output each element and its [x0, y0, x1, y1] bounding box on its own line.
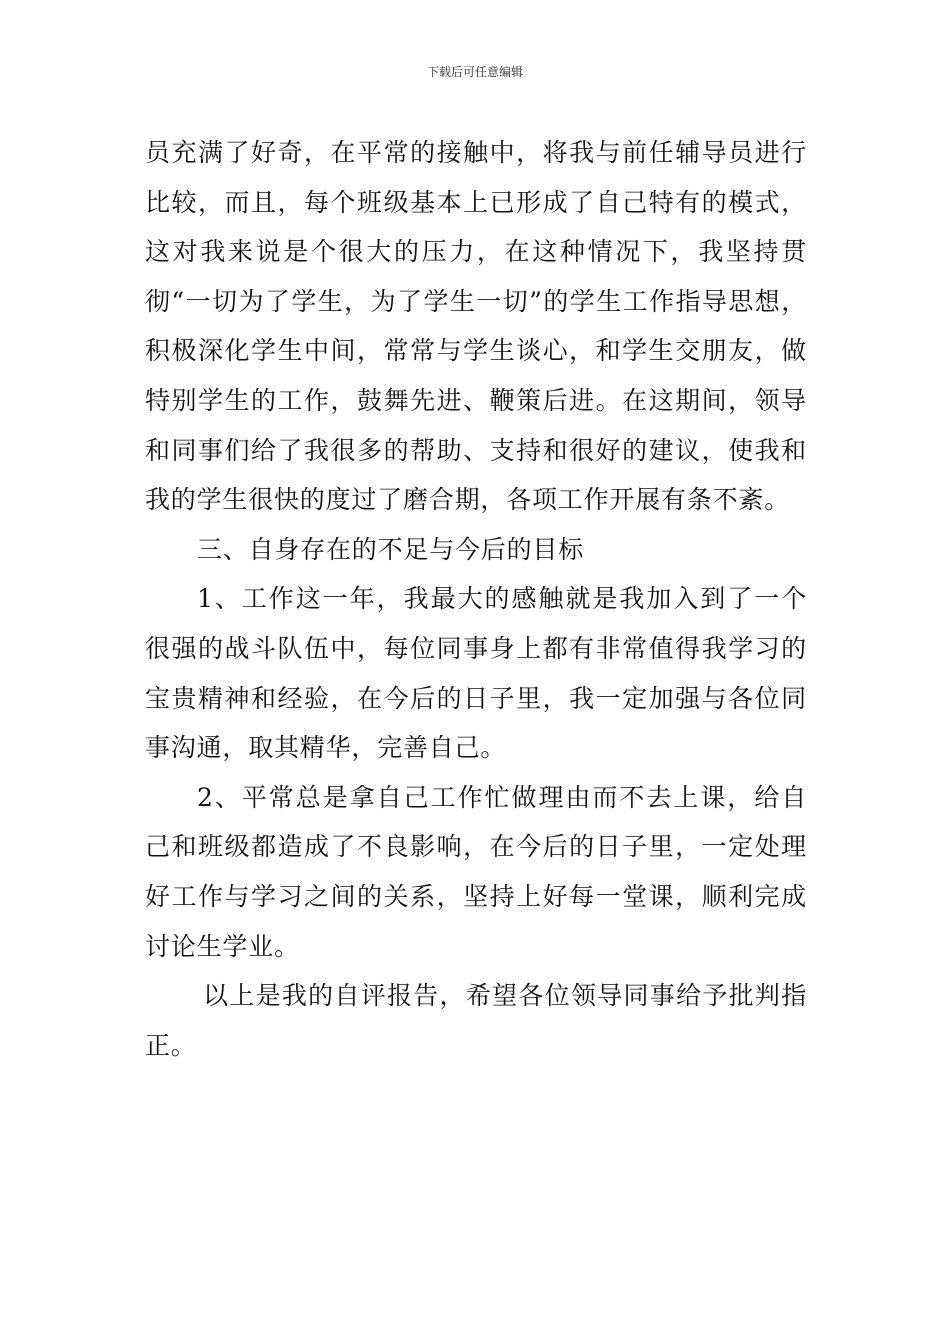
section-heading: 三、自身存在的不足与今后的目标 [197, 534, 585, 564]
paragraph-continuation: 员充满了好奇，在平常的接触中，将我与前任辅导员进行比较，而且，每个班级基本上已形成了自己特有的模式，这对我来说是个很大的压力，在这种情况下，我坚持贯彻“一切为了学生，为了学生一切”的学生工作指导思想，积极深化学生中间，常常与学生谈心，和学生交朋友，做特别学生的工作，鼓舞先进、鞭策后进。在这期间，领导和同事们给了我很多的帮助、支持和很好的建议，使我和我的学生很快的度过了磨合期，各项工作开展有条不紊。 [145, 138, 807, 515]
page-header: 下载后可任意编辑 [426, 65, 523, 79]
document-body [145, 128, 807, 1070]
paragraph-closing: 以上是我的自评报告，希望各位领导同事给予批判指正。 [145, 981, 807, 1060]
paragraph-point-1: 1、工作这一年，我最大的感触就是我加入到了一个很强的战斗队伍中，每位同事身上都有非常值得我学习的宝贵精神和经验，在今后的日子里，我一定加强与各位同事沟通，取其精华，完善自己。 [145, 584, 807, 763]
paragraph-point-2: 2、平常总是拿自己工作忙做理由而不去上课，给自己和班级都造成了不良影响，在今后的日子里，一定处理好工作与学习之间的关系，坚持上好每一堂课，顺利完成讨论生学业。 [145, 782, 807, 961]
